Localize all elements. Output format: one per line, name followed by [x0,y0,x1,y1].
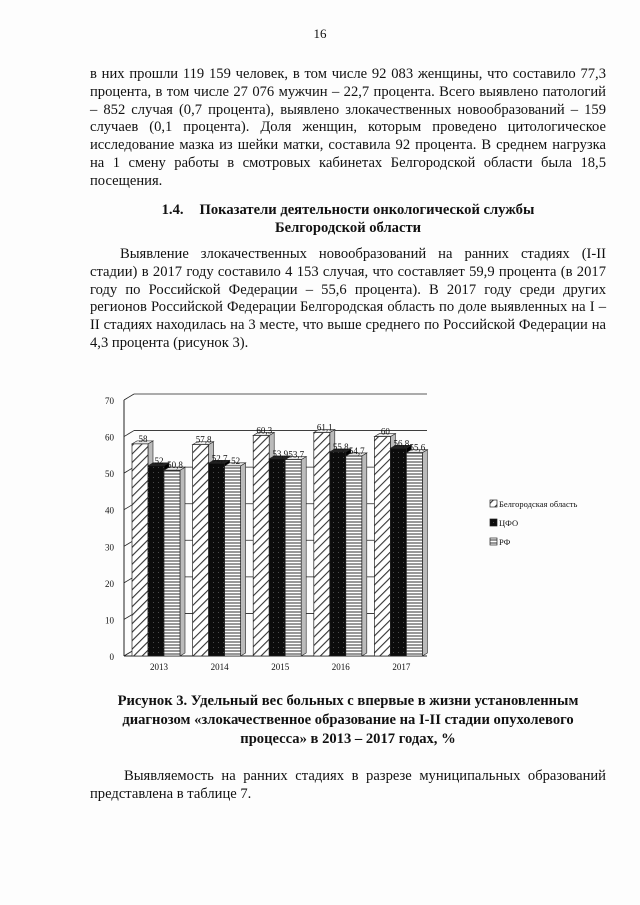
y-tick-label: 10 [105,615,114,626]
data-label: 61,1 [316,422,333,433]
bar [164,470,180,656]
data-label: 57,8 [195,434,212,445]
bar [269,459,285,656]
data-label: 53,7 [288,449,305,460]
section-number: 1.4. [161,202,184,218]
bar-side [301,457,306,656]
legend-swatch [490,519,497,526]
bar [132,444,148,656]
data-label: 55,6 [409,442,426,453]
data-label: 52 [154,455,164,466]
page-number: 16 [313,26,327,41]
bar [406,453,422,656]
bar [193,445,209,656]
bar [148,466,164,656]
x-tick-label: 2014 [210,662,229,672]
x-tick-label: 2016 [331,662,350,672]
legend-label: РФ [499,537,511,547]
y-tick-label: 50 [105,469,114,480]
data-label: 50,8 [167,460,183,471]
legend-swatch [490,500,497,507]
legend-label: Белгородская область [499,499,578,509]
bar [330,452,346,656]
y-tick-label: 70 [105,396,114,406]
bar-side [241,463,246,656]
x-tick-label: 2017 [392,662,411,672]
intro-paragraph: в них прошли 119 159 человек, в том числе 92 083 женщины, что составило 77,3 процента, в том числе 27 076 мужчин – 22,7 процента. Всего выявлено патологий – 852 случая (0,7 процента), выявлено злокачественных новообразований – 159 случаев (0,1 процента). Доля женщин, которым проведено цитологическое исследование мазка из шейки матки, составила 92 процента. В среднем нагрузка на 1 смену работы в смотровых кабинетах Белгородской области была 18,5 посещения. [90,66,606,189]
bar [225,466,241,656]
bar-side [362,453,367,656]
y-tick-label: 30 [105,542,114,553]
y-tick-label: 0 [109,652,114,662]
section-heading [150,201,546,237]
y-tick-label: 40 [105,505,114,516]
data-label: 58 [138,433,148,444]
x-tick-label: 2013 [150,662,168,672]
data-label: 56,8 [393,438,410,449]
data-label: 55,8 [332,441,349,452]
bar [374,437,390,656]
x-tick-label: 2015 [271,662,290,672]
data-label: 54,7 [348,445,365,456]
bar [314,433,330,656]
bar [346,456,362,656]
section-paragraph: Выявление злокачественных новообразований на ранних стадиях (I-II стадии) в 2017 году составило 4 153 случая, что составляет 59,9 процента (в 2017 году по Российской Федерации – 55,6 процента). В 2017 году среди других регионов Российской Федерации Белгородская область по доле выявленных на I – II стадиях находилась на 3 месте, что выше среднего по Российской Федерации на 4,3 процента (рисунок 3). [90,246,606,351]
data-label: 52 [231,455,241,466]
data-label: 60 [380,426,390,437]
closing-paragraph: Выявляемость на ранних стадиях в разрезе муниципальных образований представлена в таблице 7. [90,768,606,802]
y-tick-label: 20 [105,578,114,589]
gridline-diagonal [124,431,134,437]
legend-label: ЦФО [499,518,519,528]
bar [209,463,225,656]
data-label: 60,3 [256,425,273,436]
bar [285,460,301,656]
y-tick-label: 60 [105,432,114,443]
bar [390,448,406,656]
bar-side [422,450,427,656]
legend-swatch [490,538,497,545]
bar [253,435,269,656]
bar-chart [72,386,592,681]
figure-caption: Рисунок 3. Удельный вес больных с впервые в жизни установленным диагнозом «злокачественное образование на I-II стадии опухолевого процесса» в 2013 – 2017 годах, % [117,693,579,747]
gridline-diagonal [124,394,134,400]
bar-side [180,467,185,656]
data-label: 52,7 [211,453,228,464]
data-label: 53,9 [272,448,289,459]
section-title: Показатели деятельности онкологической службы Белгородской области [199,202,535,236]
